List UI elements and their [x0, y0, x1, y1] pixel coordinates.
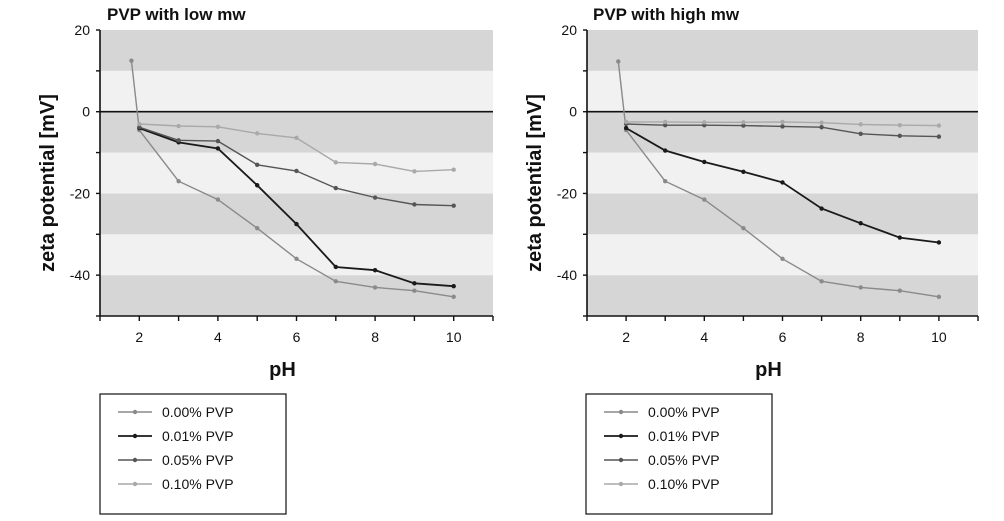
legend-marker [619, 482, 623, 486]
x-tick-label: 4 [214, 329, 222, 345]
data-point [859, 132, 863, 136]
legend-marker [619, 458, 623, 462]
x-tick-label: 2 [135, 329, 144, 345]
data-point [616, 59, 620, 63]
legend-label: 0.01% PVP [162, 428, 234, 444]
chart-panel-low-mw [37, 5, 493, 514]
x-axis-label: pH [755, 359, 782, 381]
data-point [819, 206, 823, 210]
y-tick-label: -40 [69, 267, 90, 284]
legend-marker [619, 410, 623, 414]
data-point [780, 257, 784, 261]
data-point [937, 123, 941, 127]
grid-band [100, 275, 493, 316]
x-tick-label: 4 [700, 329, 709, 345]
data-point [412, 281, 416, 285]
grid-band [100, 30, 493, 71]
grid-band [100, 193, 493, 234]
legend-label: 0.00% PVP [162, 404, 234, 420]
legend-label: 0.01% PVP [648, 428, 720, 444]
data-point [129, 58, 133, 62]
data-point [412, 169, 416, 173]
data-point [819, 125, 823, 129]
y-tick-label: 20 [561, 22, 577, 38]
y-tick-label: 0 [82, 103, 90, 120]
data-point [780, 124, 784, 128]
x-tick-label: 6 [778, 329, 787, 345]
data-point [216, 125, 220, 129]
x-tick-label: 10 [445, 329, 462, 345]
data-point [898, 235, 902, 239]
data-point [334, 160, 338, 164]
legend-marker [133, 458, 137, 462]
data-point [294, 257, 298, 261]
data-point [412, 202, 416, 206]
data-point [780, 180, 784, 184]
data-point [176, 138, 180, 142]
data-point [176, 124, 180, 128]
data-point [334, 265, 338, 269]
legend-marker [133, 482, 137, 486]
data-point [780, 120, 784, 124]
legend-marker [133, 434, 137, 438]
data-point [859, 221, 863, 225]
y-tick-label: 20 [74, 22, 90, 38]
data-point [294, 169, 298, 173]
data-point [216, 197, 220, 201]
legend-label: 0.10% PVP [648, 476, 720, 492]
data-point [412, 288, 416, 292]
data-point [663, 148, 667, 152]
y-tick-label: -40 [556, 267, 577, 284]
chart-title: PVP with high mw [593, 5, 740, 24]
x-tick-label: 2 [622, 329, 630, 345]
data-point [741, 170, 745, 174]
data-point [255, 163, 259, 167]
legend-label: 0.05% PVP [162, 452, 234, 468]
data-point [663, 120, 667, 124]
data-point [898, 123, 902, 127]
y-axis-label: zeta potential [mV] [37, 94, 59, 272]
grid-band [587, 112, 978, 153]
data-point [859, 122, 863, 126]
data-point [255, 131, 259, 135]
data-point [741, 226, 745, 230]
legend [100, 394, 286, 514]
data-point [255, 226, 259, 230]
data-point [216, 146, 220, 150]
data-point [702, 120, 706, 124]
data-point [334, 279, 338, 283]
data-point [176, 179, 180, 183]
y-tick-label: 0 [569, 103, 577, 120]
legend-marker [133, 410, 137, 414]
data-point [819, 279, 823, 283]
grid-band [100, 234, 493, 275]
x-axis-label: pH [269, 359, 296, 381]
x-tick-label: 6 [292, 329, 301, 345]
data-point [819, 121, 823, 125]
data-point [452, 295, 456, 299]
data-point [624, 120, 628, 124]
data-point [898, 134, 902, 138]
data-point [373, 268, 377, 272]
data-point [937, 134, 941, 138]
data-point [255, 183, 259, 187]
data-point [937, 240, 941, 244]
y-tick-label: -20 [69, 185, 90, 202]
grid-band [100, 112, 493, 153]
x-tick-label: 8 [371, 329, 379, 345]
x-tick-label: 8 [856, 329, 865, 345]
grid-band [100, 71, 493, 112]
grid-band [587, 193, 978, 234]
data-point [624, 126, 628, 130]
data-point [373, 285, 377, 289]
x-tick-label: 10 [931, 329, 947, 345]
data-point [937, 295, 941, 299]
y-tick-label: -20 [556, 185, 577, 202]
data-point [741, 120, 745, 124]
legend-marker [619, 434, 623, 438]
chart-panel-high-mw [524, 5, 978, 514]
y-axis-label: zeta potential [mV] [524, 94, 546, 272]
grid-band [587, 30, 978, 71]
data-point [452, 203, 456, 207]
data-point [452, 284, 456, 288]
data-point [373, 195, 377, 199]
data-point [898, 288, 902, 292]
grid-band [587, 275, 978, 316]
data-point [294, 222, 298, 226]
data-point [452, 168, 456, 172]
data-point [702, 197, 706, 201]
legend-label: 0.00% PVP [648, 404, 720, 420]
data-point [859, 285, 863, 289]
data-point [294, 136, 298, 140]
legend [586, 394, 772, 514]
grid-band [587, 153, 978, 194]
chart-title: PVP with low mw [107, 5, 246, 24]
data-point [663, 179, 667, 183]
data-point [702, 160, 706, 164]
data-point [137, 122, 141, 126]
legend-label: 0.10% PVP [162, 476, 234, 492]
data-point [334, 186, 338, 190]
data-point [216, 139, 220, 143]
data-point [373, 162, 377, 166]
legend-label: 0.05% PVP [648, 452, 720, 468]
grid-band [587, 71, 978, 112]
